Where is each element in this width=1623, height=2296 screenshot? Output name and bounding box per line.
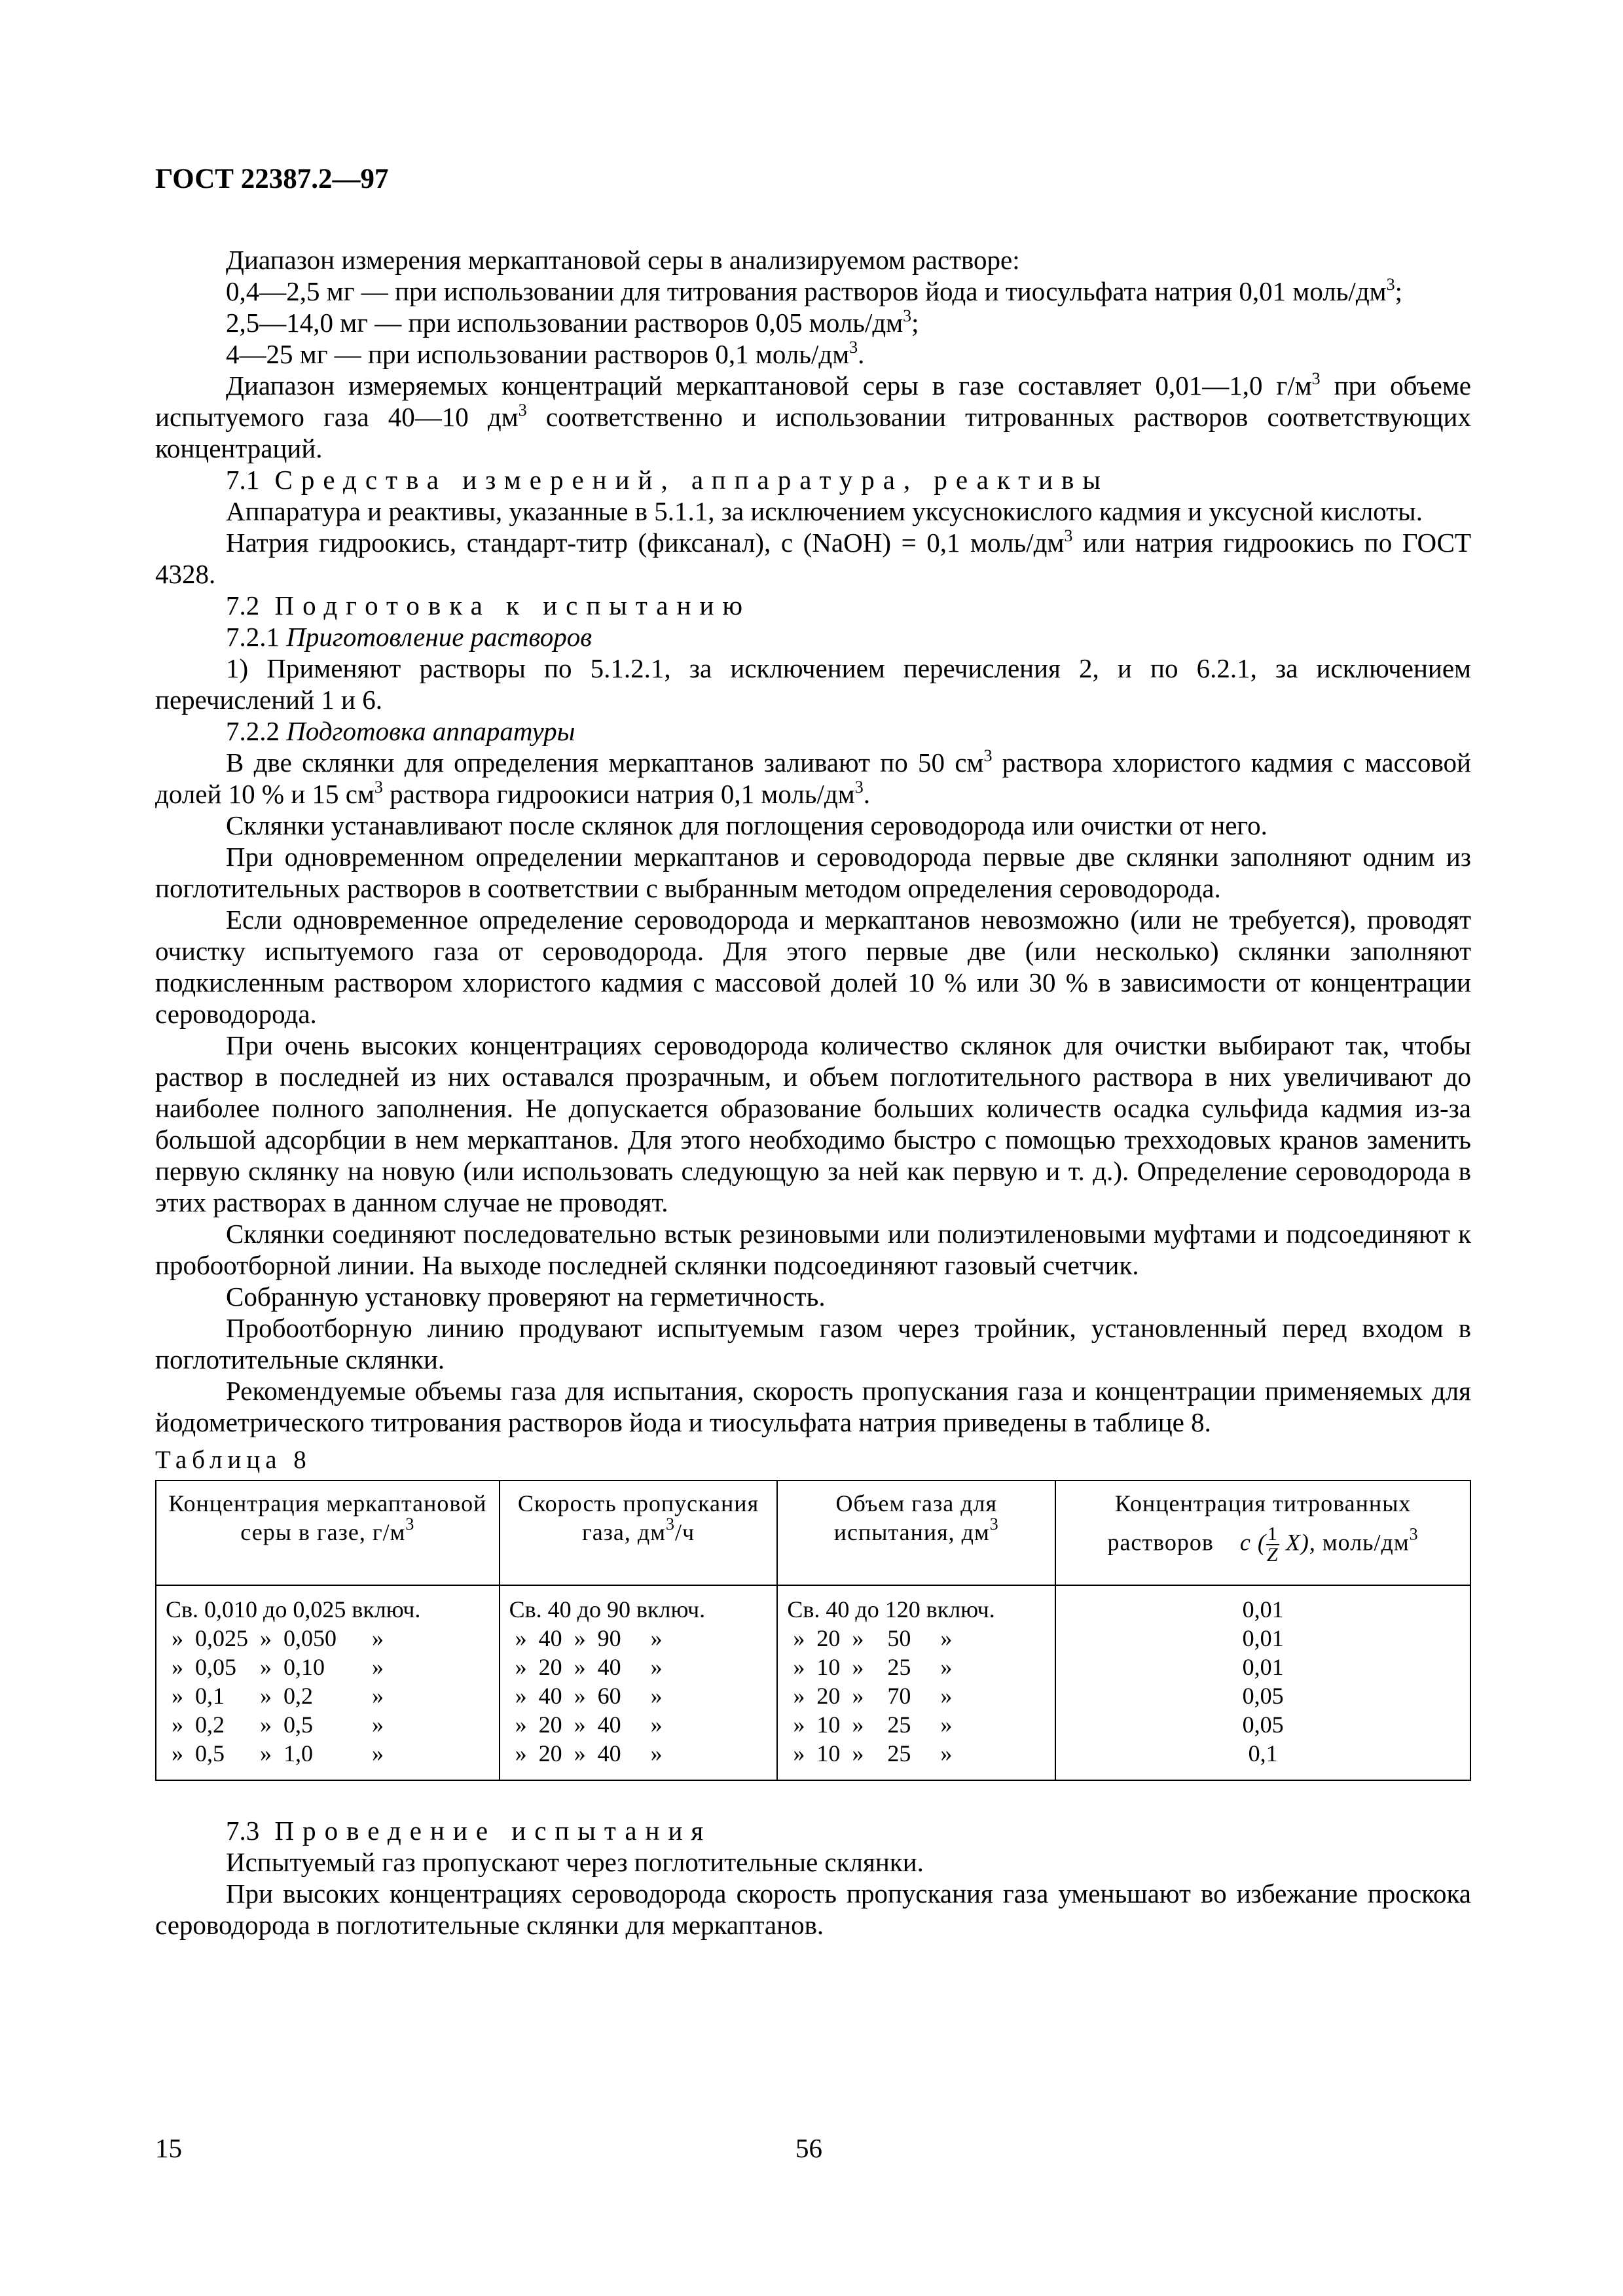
paragraph: 4—25 мг — при использовании растворов 0,1 моль/$дм^3$. [226,338,865,369]
section-heading-7-2: 7.2 Подготовка к испытанию [226,590,751,620]
paragraph: При одновременном определении меркаптанов и сероводорода первые две склянки заполняют одним из поглотительных растворов в соответствии с выбранным методом определения сероводорода. [155,842,1471,903]
paragraph: Натрия гидроокись, стандарт-титр (фиксанал), с (NaOH) = 0,1 моль/$дм^3$ или натрия гидроокись по ГОСТ 4328. [155,526,1472,589]
paragraph: 2,5—14,0 мг — при использовании растворов 0,05 моль/$дм^3$; [226,306,919,338]
paragraph: При высоких концентрациях сероводорода скорость пропускания газа уменьшают во избежание проскока сероводорода в поглотительные склянки для меркаптанов. [155,1878,1471,1940]
paragraph: Склянки соединяют последовательно встык резиновыми или полиэтиленовыми муфтами и подсоединяют к пробоотборной линии. На выходе последней склянки подсоединяют газовый счетчик. [155,1219,1471,1280]
subsection-heading-7-2-2: 7.2.2 Подготовка аппаратуры [226,716,575,746]
table-cell-solution-concentration: 0,01 0,01 0,01 0,05 0,05 0,1 [1055,1585,1470,1780]
paragraph: Собранную установку проверяют на герметичность. [226,1282,826,1312]
table-header-cell: Концентрация титрованных растворов c ( $\frac{1}{Z}$ X), моль/$дм^3$ [1055,1480,1470,1585]
table-cell-concentration-range: Св. 0,010 до 0,025 включ. » 0,025 » 0,050 » » 0,05 » 0,10 » » 0,1 » 0,2 » » 0,2 » 0,5 » » 0,5 » 1,0 » [156,1585,500,1780]
section-heading-7-1: 7.1 Средства измерений, аппаратура, реактивы [226,465,1109,495]
paragraph: В две склянки для определения меркаптанов заливают по 50 $см^3$ раствора хлористого кадмия с массовой долей 10 % и 15 $см^3$ раствора гидроокиси натрия 0,1 моль/$дм^3$. [155,746,1471,809]
paragraph: 1) Применяют растворы по 5.1.2.1, за исключением перечисления 2, и по 6.2.1, за исключением перечислений 1 и 6. [155,653,1471,715]
paragraph: При очень высоких концентрациях сероводорода количество склянок для очистки выбирают так, чтобы раствор в последней из них оставался прозрачным, и объем поглотительного раствора в них увеличивают до наиболее полного заполнения. Не допускается образование больших количеств осадка сульфида кадмия из-за большой адсорбции в нем меркаптанов. Для этого необходимо быстро с помощью трехходовых кранов заменить первую склянку на новую (или использовать следующую за ней как первую и т. д.). Определение сероводорода в этих растворах в данном случае не проводят. [155,1030,1471,1217]
table-header-cell: Скорость пропускания газа, $дм^3/ч$ [500,1480,778,1585]
table-header-cell: Концентрация меркаптановой серы в газе, $г/м^3$ [156,1480,500,1585]
fraction-1-over-z: $\frac{1}{Z}$ [1267,1523,1279,1566]
table-8 [155,1480,1471,1781]
paragraph: Склянки устанавливают после склянок для поглощения сероводорода или очистки от него. [226,810,1267,840]
table-row [156,1585,1470,1780]
document-body [155,244,1471,1941]
table-header-row [156,1480,1470,1585]
footer-left-number: 15 [155,2133,182,2163]
paragraph: Рекомендуемые объемы газа для испытания, скорость пропускания газа и концентрации применяемых для йодометрического титрования растворов йода и тиосульфата натрия приведены в таблице 8. [155,1376,1471,1437]
table-caption: Таблица 8 [155,1446,312,1474]
subsection-heading-7-2-1: 7.2.1 Приготовление растворов [226,622,593,652]
document-header: ГОСТ 22387.2—97 [155,164,389,194]
table-header-cell: Объем газа для испытания, $дм^3$ [777,1480,1055,1585]
paragraph: Диапазон измеряемых концентраций меркаптановой серы в газе составляет 0,01—1,0 $г/м^3$ при объеме испытуемого газа 40—10 $дм^3$ соответственно и использовании титрованных растворов соответствующих концентраций. [155,369,1471,463]
section-heading-7-3: 7.3 Проведение испытания [226,1816,712,1846]
paragraph: Испытуемый газ пропускают через поглотительные склянки. [226,1847,924,1877]
paragraph: Диапазон измерения меркаптановой серы в анализируемом растворе: [226,245,1020,275]
table-cell-flow-rate: Св. 40 до 90 включ. » 40 » 90 » » 20 » 40 » » 40 » 60 » » 20 » 40 » » 20 » 40 » [500,1585,778,1780]
page-number: 56 [795,2133,822,2163]
paragraph: 0,4—2,5 мг — при использовании для титрования растворов йода и тиосульфата натрия 0,01 моль/$дм^3$; [226,275,1403,306]
paragraph: Пробоотборную линию продувают испытуемым газом через тройник, установленный перед входом в поглотительные склянки. [155,1313,1471,1374]
paragraph: Аппаратура и реактивы, указанные в 5.1.1, за исключением уксуснокислого кадмия и уксусной кислоты. [226,496,1423,526]
table-cell-gas-volume: Св. 40 до 120 включ. » 20 » 50 » » 10 » 25 » » 20 » 70 » » 10 » 25 » » 10 » 25 » [777,1585,1055,1780]
paragraph: Если одновременное определение сероводорода и меркаптанов невозможно (или не требуется), проводят очистку испытуемого газа от сероводорода. Для этого первые две (или несколько) склянки заполняют подкисленным раствором хлористого кадмия с массовой долей 10 % или 30 % в зависимости от концентрации сероводорода. [155,905,1471,1029]
